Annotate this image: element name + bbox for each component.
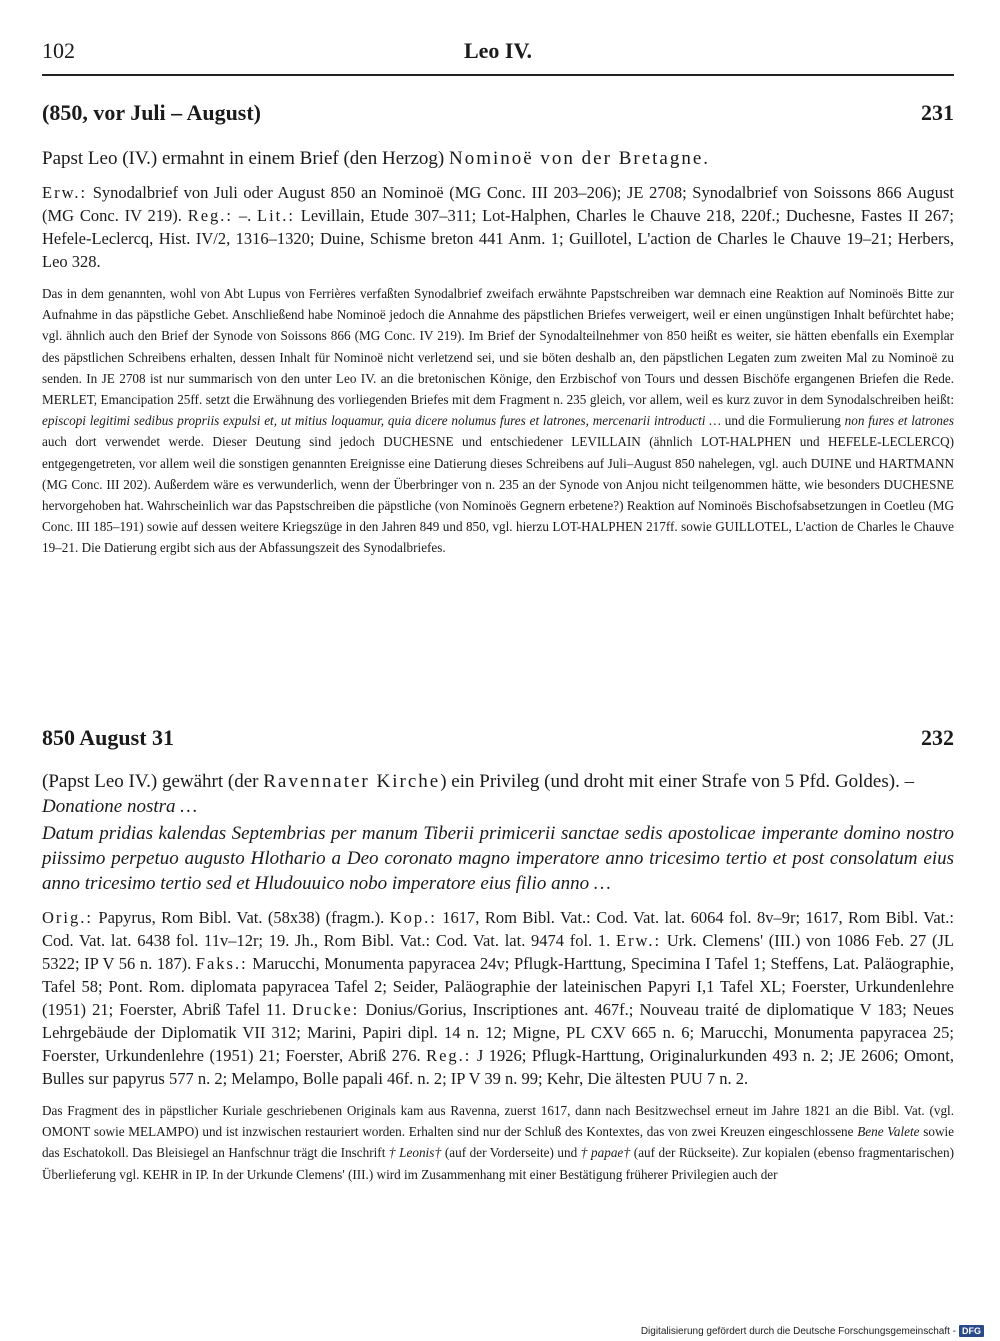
commentary-text: Das Fragment des in päpstlicher Kuriale geschriebenen Originals kam aus Ravenna, zuerst 1617, dann nach Besitzwechsel erneut im Jahre 1821 an die Bibl. Vat. (vgl. OMONT sowie MELAMPO) und ist inzwischen restauriert worden. Erhalten sind nur der Schluß des Kontextes, das von zwei Kreuzen eingeschlossene (42, 1103, 954, 1140)
commentary-quote: † papae† (580, 1145, 631, 1161)
commentary-quote: non fures et latrones (844, 413, 955, 429)
entry-231 (42, 100, 954, 559)
commentary (42, 283, 954, 559)
regest-text: (Papst Leo IV.) gewährt (der (42, 771, 264, 792)
dating-clause: Datum pridias kalendas Septembrias per manum Tiberii primicerii sanctae sedis apostolicae imperante domino nostro piissimo perpetuo augusto Hlothario a Deo coronato magno imperatore anno tricesimo tertio et post consolatum eius anno tricesimo tertio sed et Hludouuico nobo imperatore eius filio anno … (42, 823, 954, 894)
regest (42, 769, 954, 819)
apparatus-label-kop: Kop.: (389, 908, 437, 927)
apparatus-label-erw: Erw.: (42, 183, 88, 202)
entry-date: 850 August 31 (42, 725, 175, 750)
entry-heading (42, 100, 954, 132)
entry-232 (42, 725, 954, 1185)
commentary (42, 1100, 954, 1185)
apparatus-label-erw: Erw.: (615, 931, 662, 950)
apparatus-label-orig: Orig.: (42, 908, 93, 927)
apparatus-text-drucke: Donius/Gorius, Inscriptiones ant. 467f.; Nouveau traité de diplomatique V 183; Neues Lehrgebäude der Diplomatik VII 312; Marini, Papiri dipl. 14 n. 12; Migne, PL CXV 665 n. 6; Marucchi, Monumenta papyracea 25; Foerster, Urkundenlehre (1951) 21; Foerster, Abriß 276. (42, 1000, 954, 1065)
apparatus-label-reg: Reg.: (187, 206, 234, 225)
dfg-logo: DFG (959, 1325, 984, 1337)
commentary-text: auch dort verwendet werde. Dieser Deutung sind jedoch DUCHESNE und entschiedener LEVILLAIN (ähnlich LOT-HALPHEN und HEFELE-LECLERCQ) entgegengetreten, vor allem weil die sonstigen genannten Ereignisse eine Datierung dieses Schreibens auf Juli–August 850 nahelegen, vgl. auch DUINE und HARTMANN (MG Conc. III 202). Außerdem wäre es verwunderlich, wenn der Überbringer von n. 235 an der Synode von Anjou nicht teilgenommen hätte, wie besonders DUCHESNE hervorgehoben hat. Wahrscheinlich war das Papstschreiben die päpstliche (von Nominoës Gegnern erbetene?) Reaktion auf Nominoës Bischofsabsetzungen in Coetleu (MG Conc. III 185–191) sowie auf dessen weitere Kriegszüge in den Jahren 849 und 850, vgl. hierzu LOT-HALPHEN 217ff. sowie GUILLOTEL, L'action de Charles le Chauve 19–21. Die Datierung ergibt sich aus der Abfassungszeit des Synodalbriefes. (42, 434, 954, 556)
entry-date: (850, vor Juli – August) (42, 100, 262, 125)
regest (42, 146, 954, 171)
apparatus-label-lit: Lit.: (257, 206, 295, 225)
running-head (42, 38, 954, 72)
header-rule (42, 74, 954, 76)
apparatus-text-kop: 1617, Rom Bibl. Vat.: Cod. Vat. lat. 6064 fol. 8v–9r; 1617, Rom Bibl. Vat.: Cod. Vat. lat. 6438 fol. 11v–12r; 19. Jh., Rom Bibl. Vat.: Cod. Vat. lat. 9474 fol. 1. (42, 908, 954, 950)
credit-text: Digitalisierung gefördert durch die Deutsche Forschungsgemeinschaft - (640, 1326, 956, 1337)
incipit: Donatione nostra … (42, 796, 198, 817)
apparatus-label-reg: Reg.: (426, 1046, 472, 1065)
regest-name: Ravennater Kirche (263, 771, 441, 792)
regest-text-end: ) ein Privileg (und droht mit einer Strafe von 5 Pfd. Goldes). – (440, 771, 915, 792)
commentary-text: und die Formulierung (721, 413, 845, 429)
commentary-quote: episcopi legitimi sedibus propriis expulsi et, ut mitius loquamur, quia dicere nolumus fures et latrones, mercenarii introducti … (42, 413, 721, 429)
apparatus-text-erw: Synodalbrief von Juli oder August 850 an Nominoë (MG Conc. III 203–206); JE 2708; Synodalbrief von Soissons 866 August (MG Conc. IV 219). (42, 183, 954, 225)
commentary-text: (auf der Rückseite). Zur kopialen (ebenso fragmentarischen) Überlieferung vgl. KEHR in IP. In der Urkunde Clemens' (III.) wird im Zusammenhang mit einer Bestätigung früherer Privilegien auch der (42, 1145, 954, 1182)
regest-text: Papst Leo (IV.) ermahnt in einem Brief (den Herzog) (42, 148, 449, 169)
running-title: Leo IV. (463, 38, 533, 63)
apparatus (42, 181, 954, 273)
commentary-text: (auf der Vorderseite) und (441, 1145, 581, 1161)
regest-text-end: . (703, 148, 709, 169)
apparatus-text-reg: J 1926; Pflugk-Harttung, Originalurkunden 493 n. 2; JE 2606; Omont, Bulles sur papyrus 577 n. 2; Melampo, Bolle papali 46f. n. 2; IP V 39 n. 99; Kehr, Die ältesten PUU 7 n. 2. (42, 1046, 954, 1088)
apparatus-text-erw: Urk. Clemens' (III.) von 1086 Feb. 27 (JL 5322; IP V 56 n. 187). (42, 931, 954, 973)
entry-number: 231 (921, 100, 954, 125)
commentary-text: Das in dem genannten, wohl von Abt Lupus von Ferrières verfaßten Synodalbrief zweifach erwähnte Papstschreiben war demnach eine Reaktion auf Nominoës Bitte zur Aufnahme in das päpstliche Gebet. Anschließend habe Nominoë jedoch die Annahme des päpstlichen Briefes verweigert, weil er einen ungünstigen Inhalt befürchtet habe; vgl. ähnlich auch den Brief der Synode von Soissons 866 (MG Conc. IV 219). Im Brief der Synodalteilnehmer von 850 heißt es weiter, sie hätten ebenfalls ein Exemplar des päpstlichen Schreibens erhalten, dessen Inhalt für Nominoë nicht verletzend sei, und sie böten deshalb an, den päpstlichen Legaten zum zweiten Mal zu Nominoë zu senden. In JE 2708 ist nur summarisch von den unter Leo IV. an die bretonischen Könige, den Erzbischof von Tours und dessen Bischöfe ergangenen Briefen die Rede. MERLET, Emancipation 25ff. setzt die Erwähnung des vorliegenden Briefes mit dem Fragment n. 235 gleich, vor allem, weil es kurz zuvor in dem Synodalschreiben heißt: (42, 286, 954, 408)
apparatus-label-drucke: Drucke: (292, 1000, 360, 1019)
page-number: 102 (42, 38, 75, 63)
entry-heading (42, 725, 954, 757)
apparatus-text-orig: Papyrus, Rom Bibl. Vat. (58x38) (fragm.). (92, 908, 390, 927)
apparatus-text-faks: Marucchi, Monumenta papyracea 24v; Pflugk-Harttung, Specimina I Tafel 1; Steffens, Lat. Paläographie, Tafel 58; Pont. Rom. diplomata papyracea Tafel 2; Seider, Paläographie der lateinischen Papyri I,1 Tafel XL; Foerster, Urkundenlehre (1951) 21; Foerster, Abriß Tafel 11. (42, 954, 954, 1019)
commentary-quote: Bene Valete (857, 1124, 920, 1140)
apparatus-label-faks: Faks.: (195, 954, 248, 973)
entry-number: 232 (921, 725, 954, 750)
regest-name: Nominoë von der Bretagne (448, 148, 704, 169)
digitization-credit (641, 1325, 984, 1337)
commentary-text: sowie das Eschatokoll. Das Bleisiegel an Hanfschnur trägt die Inschrift (42, 1124, 954, 1161)
apparatus-text-lit: Levillain, Etude 307–311; Lot-Halphen, Charles le Chauve 218, 220f.; Duchesne, Fastes II 267; Hefele-Leclercq, Hist. IV/2, 1316–1320; Duine, Schisme breton 441 Anm. 1; Guillotel, L'action de Charles le Chauve 19–21; Herbers, Leo 328. (42, 206, 954, 271)
commentary-quote: † Leonis† (388, 1145, 442, 1161)
apparatus-text-reg: –. (233, 206, 257, 225)
apparatus (42, 906, 954, 1090)
